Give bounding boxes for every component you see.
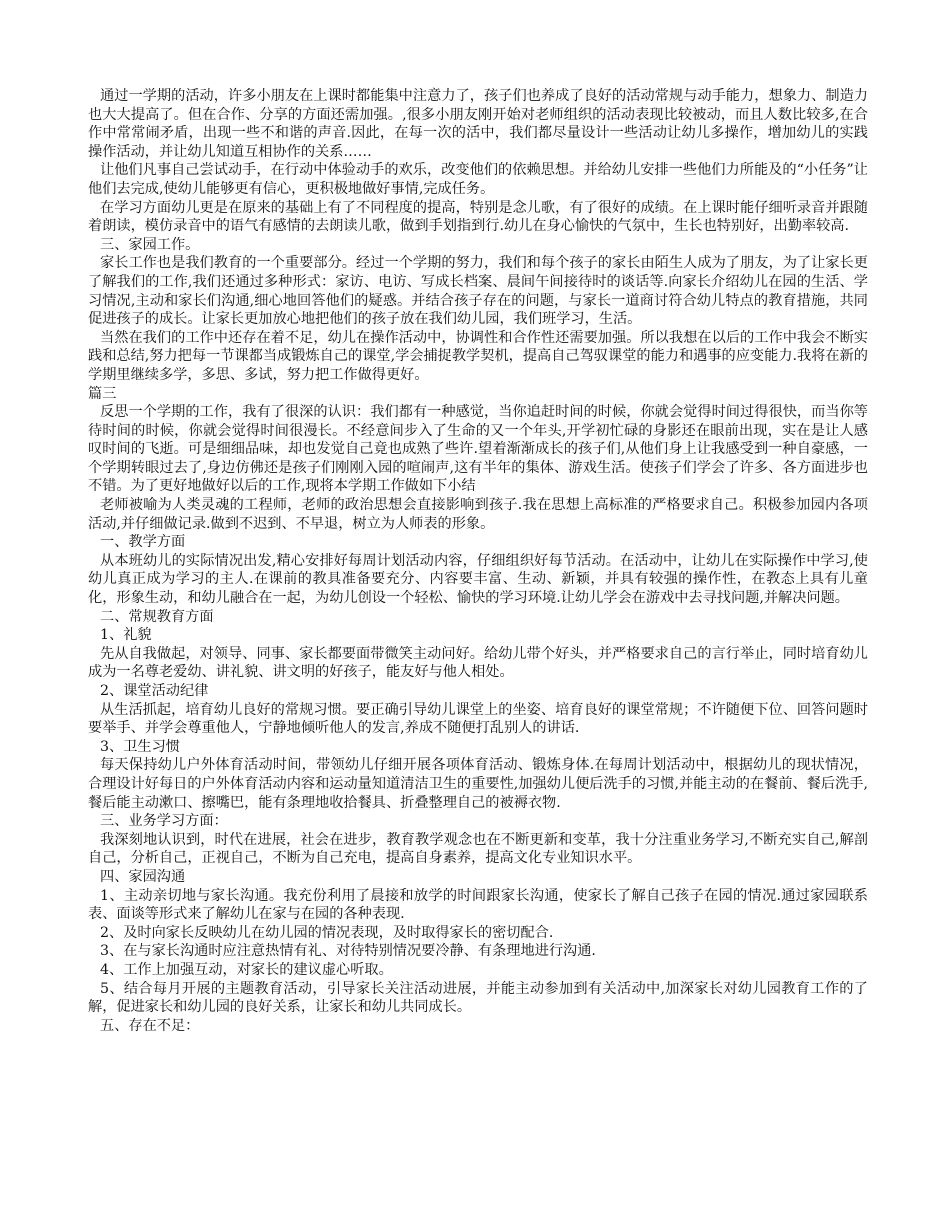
subsection-heading: 2、课堂活动纪律	[100, 683, 209, 699]
chapter-heading: 篇三	[88, 385, 117, 402]
paragraph: 老师被喻为人类灵魂的工程师，老师的政治思想会直接影响到孩子.我在思想上高标准的严格要求自己。积极参加园内各项活动,并仔细做记录.做到不迟到、不早退，树立为人师表的形象。	[88, 497, 868, 532]
section-heading: 三、家园工作。	[100, 236, 200, 253]
paragraph: 当然在我们的工作中还存在着不足，幼儿在操作活动中，协调性和合作性还需要加强。所以我想在以后的工作中我会不断实践和总结,努力把每一节课都当成锻炼自己的课堂,学会捕捉教学契机，提高自己驾驭课堂的能力和遇事的应变能力.我将在新的学期里继续多学，多思、多试，努力把工作做得更好。	[88, 329, 868, 383]
subsection-heading: 1、礼貌	[100, 627, 152, 644]
list-item: 2、及时向家长反映幼儿在幼儿园的情况表现，及时取得家长的密切配合.	[100, 924, 554, 941]
paragraph: 让他们凡事自己尝试动手，在行动中体验动手的欢乐，改变他们的依赖思想。并给幼儿安排一些他们力所能及的“小任务”让他们去完成,使幼儿能够更有信心，更积极地做好事情,完成任务。	[88, 162, 868, 197]
paragraph: 反思一个学期的工作，我有了很深的认识：我们都有一种感觉，当你追赶时间的时候，你就会觉得时间过得很快，而当你等待时间的时候，你就会觉得时间很漫长。不经意间步入了生命的又一个年头,开学初忙碌的身影还在眼前出现，实在是让人感叹时间的飞逝。可是细细品味，却也发觉自己竟也成熟了些许.望着渐渐成长的孩子们,从他们身上让我感受到一种自豪感，一个学期转眼过去了,身边仿佛还是孩子们刚刚入园的喧闹声,这有半年的集体、游戏生活。使孩子们学会了许多、各方面进步也不错。为了更好地做好以后的工作,现将本学期工作做如下小结	[88, 404, 868, 495]
paragraph: 我深刻地认识到，时代在进展，社会在进步，教育教学观念也在不断更新和变革，我十分注重业务学习,不断充实自己,解剖自己，分析自己，正视自己，不断为自己充电，提高自身素养，提高文化专业知识水平。	[88, 831, 868, 867]
paragraph: 在学习方面幼儿更是在原来的基础上有了不同程度的提高，特别是念儿歌，有了很好的成绩。在上课时能仔细听录音并跟随着朗读，模仿录音中的语气有感情的去朗读儿歌，做到手划指到行.幼儿在身心愉快的气氛中，生长也特别好，出勤率较高.	[88, 199, 868, 235]
paragraph: 从本班幼儿的实际情况出发,精心安排好每周计划活动内容，仔细组织好每节活动。在活动中，让幼儿在实际操作中学习,使幼儿真正成为学习的主人.在课前的教具准备要充分、内容要丰富、生动、新颖，并具有较强的操作性，在教态上具有儿童化，形象生动，和幼儿融合在一起，为幼儿创设一个轻松、愉快的学习环境.让幼儿学会在游戏中去寻找问题,并解决问题。	[88, 552, 868, 607]
section-heading: 一、教学方面	[100, 534, 186, 551]
list-item: 4、工作上加强互动，对家长的建议虚心听取。	[100, 961, 393, 978]
section-heading: 四、家园沟通	[100, 868, 186, 885]
section-heading: 二、常规教育方面	[100, 608, 214, 625]
subsection-heading: 3、卫生习惯	[100, 738, 180, 755]
list-item: 1、主动亲切地与家长沟通。我充份利用了晨接和放学的时间跟家长沟通，使家长了解自己孩子在园的情况.通过家园联系表、面谈等形式来了解幼儿在家与在园的各种表现.	[88, 887, 868, 923]
paragraph: 每天保持幼儿户外体育活动时间，带领幼儿仔细开展各项体育活动、锻炼身体.在每周计划活动中，根据幼儿的现状情况，合理设计好每日的户外体育活动内容和运动量知道清洁卫生的重要性,加强幼儿便后洗手的习惯,并能主动的在餐前、餐后洗手,餐后能主动漱口、擦嘴巴，能有条理地收拾餐具、折叠整理自己的被褥衣物.	[88, 757, 868, 811]
paragraph: 从生活抓起，培育幼儿良好的常规习惯。要正确引导幼儿课堂上的坐姿、培育良好的课堂常规；不许随便下位、回答问题时要举手、并学会尊重他人，宁静地倾听他人的发言,养成不随便打乱别人的讲话.	[88, 701, 868, 737]
document-body	[88, 87, 868, 1035]
section-heading: 五、存在不足：	[100, 1017, 200, 1034]
section-heading: 三、业务学习方面：	[100, 813, 228, 830]
paragraph: 通过一学期的活动，许多小朋友在上课时都能集中注意力了，孩子们也养成了良好的活动常规与动手能力，想象力、制造力也大大提高了。但在合作、分享的方面还需加强。,很多小朋友刚开始对老师组织的活动表现比较被动，而且人数比较多,在合作中常常闹矛盾，出现一些不和谐的声音.因此，在每一次的活中，我们都尽量设计一些活动让幼儿多操作，增加幼儿的实践操作活动，并让幼儿知道互相协作的关系……	[88, 88, 868, 160]
list-item: 5、结合每月开展的主题教育活动，引导家长关注活动进展，并能主动参加到有关活动中,加深家长对幼儿园教育工作的了解，促进家长和幼儿园的良好关系，让家长和幼儿共同成长。	[88, 980, 868, 1016]
paragraph: 家长工作也是我们教育的一个重要部分。经过一个学期的努力，我们和每个孩子的家长由陌生人成为了朋友，为了让家长更了解我们的工作,我们还通过多种形式：家访、电访、写成长档案、晨间午间接待时的谈话等.向家长介绍幼儿在园的生活、学习情况,主动和家长们沟通,细心地回答他们的疑惑。并结合孩子存在的问题，与家长一道商讨符合幼儿特点的教育措施，共同促进孩子的成长。让家长更加放心地把他们的孩子放在我们幼儿园，我们班学习，生活。	[88, 255, 868, 328]
list-item: 3、在与家长沟通时应注意热情有礼、对待特别情况要冷静、有条理地进行沟通.	[100, 943, 596, 960]
paragraph: 先从自我做起，对领导、同事、家长都要面带微笑主动问好。给幼儿带个好头，并严格要求自己的言行举止，同时培育幼儿成为一名尊老爱幼、讲礼貌、讲文明的好孩子，能友好与他人相处。	[88, 645, 868, 681]
